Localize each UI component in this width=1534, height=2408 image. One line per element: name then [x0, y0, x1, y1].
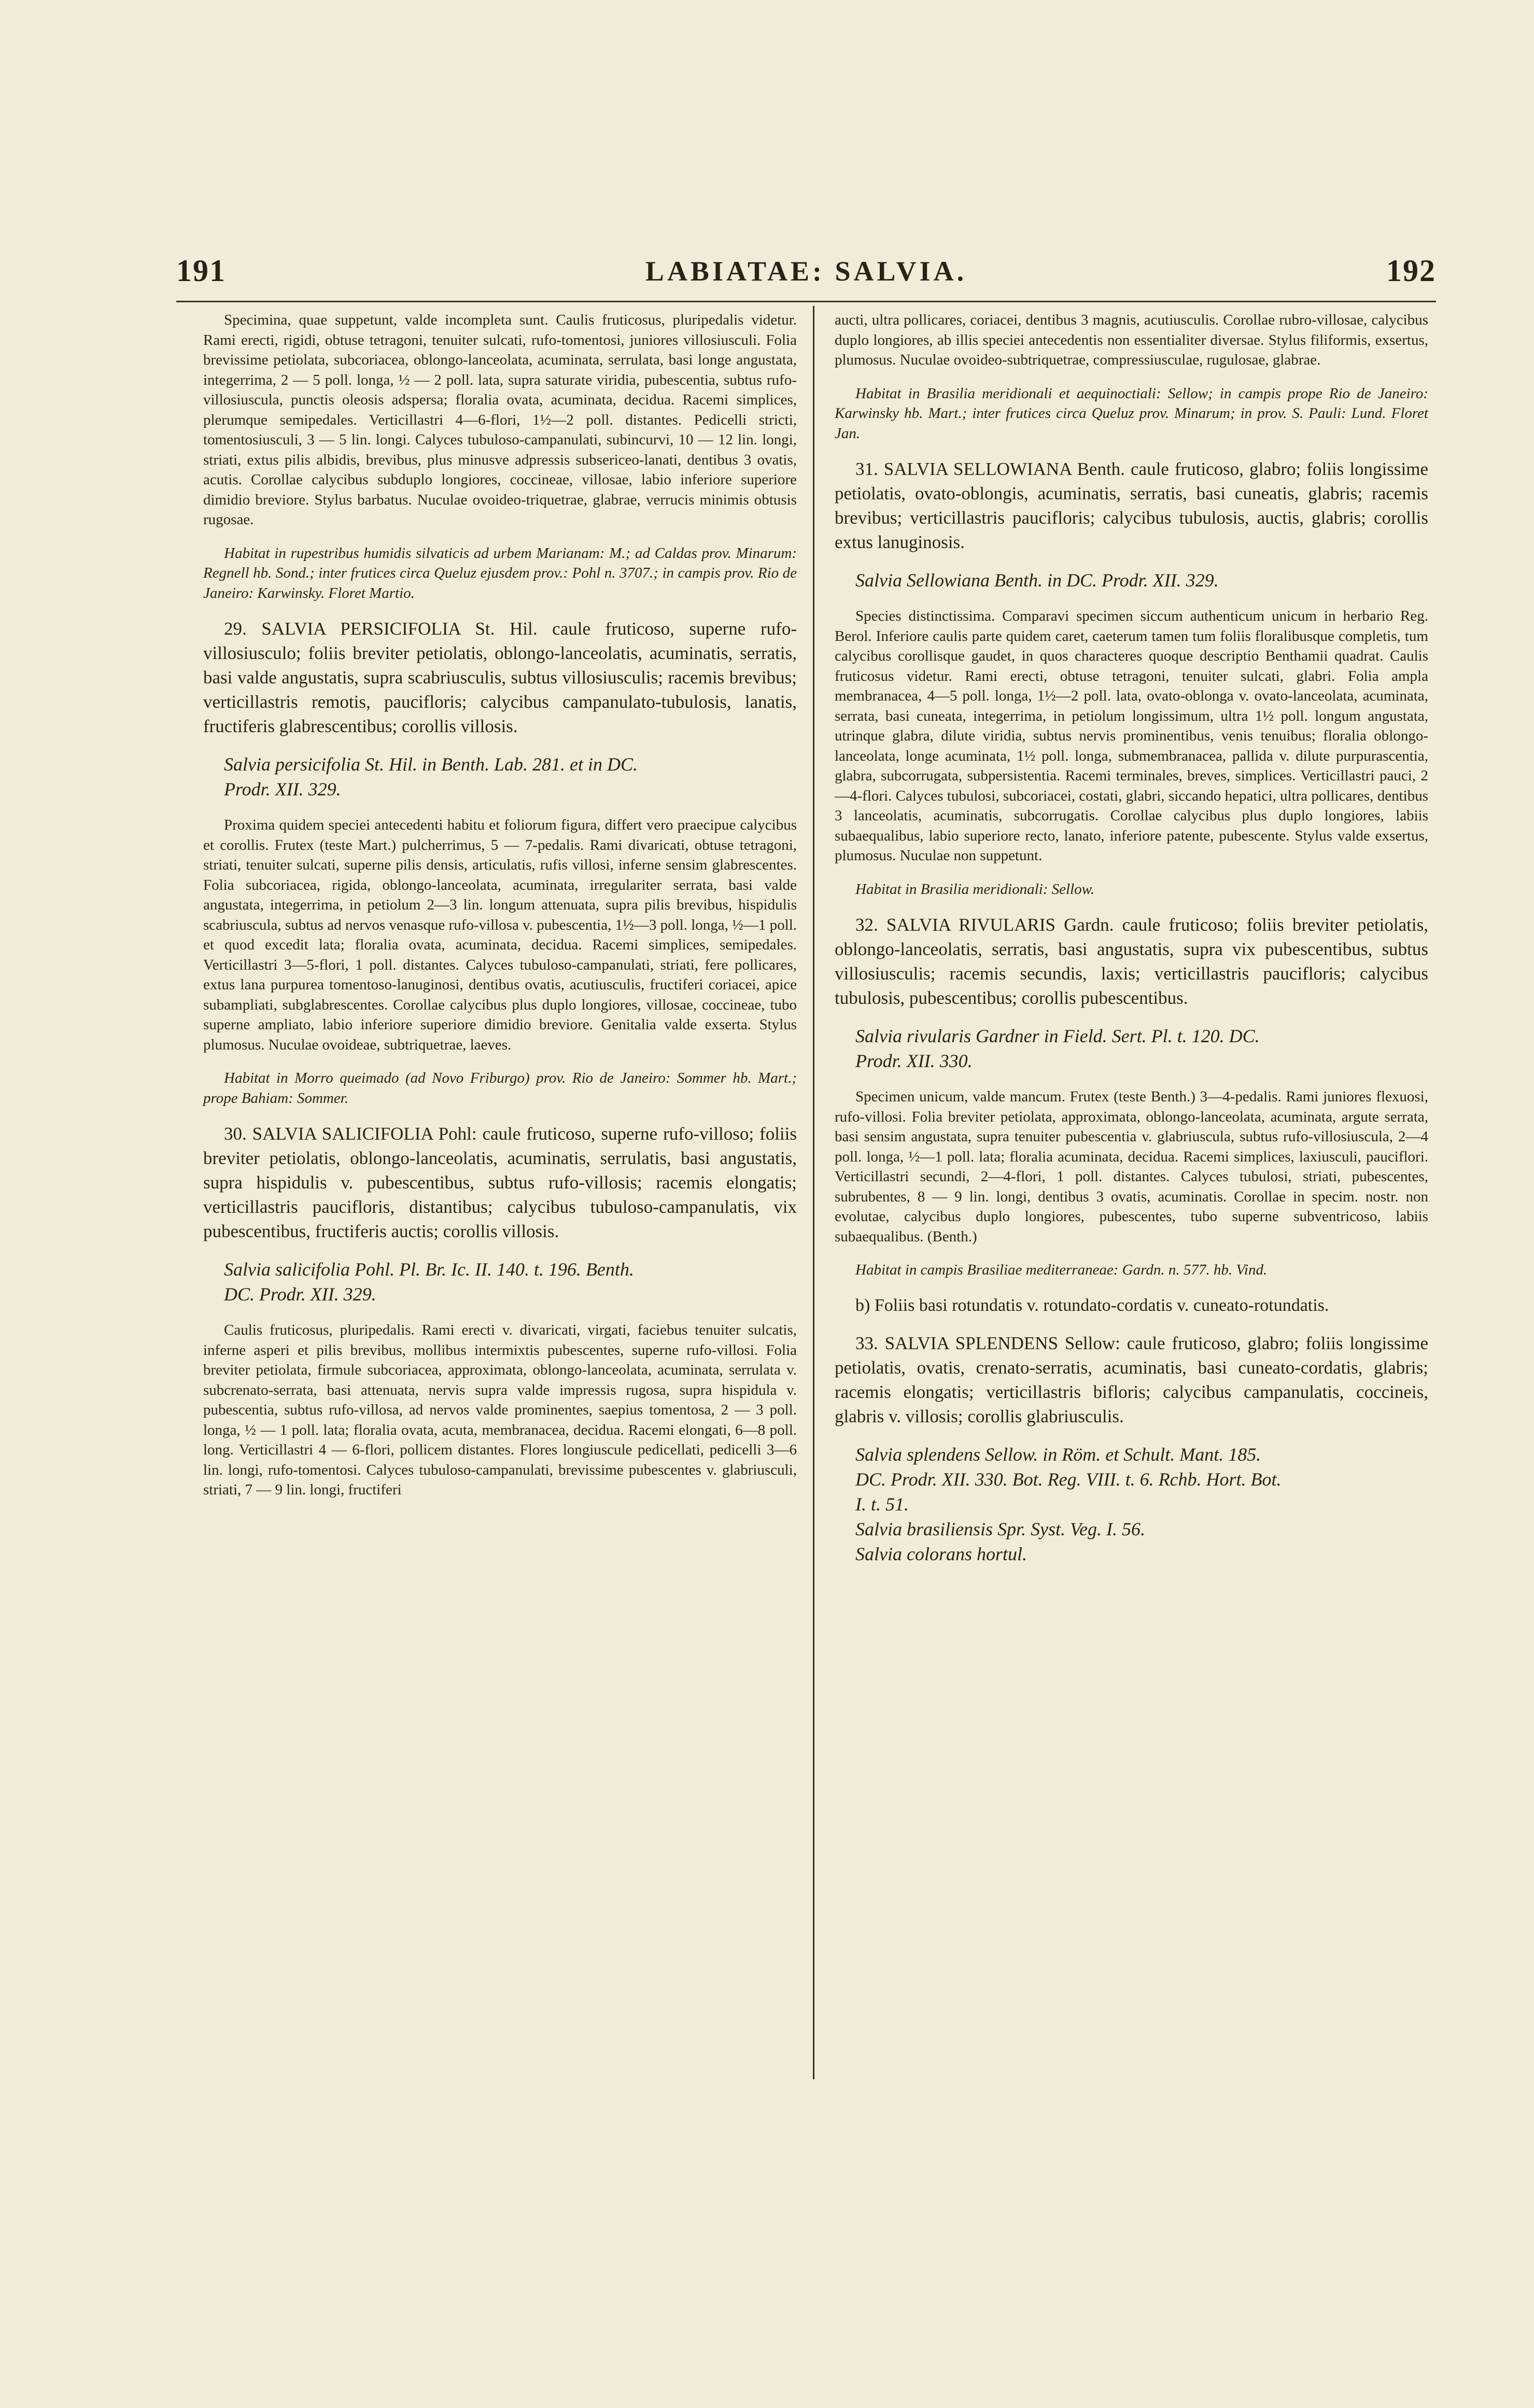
citation-line: Salvia rivularis Gardner in Field. Sert. Pl. t. 120. DC. [855, 1026, 1260, 1046]
page-number-left: 191 [176, 254, 226, 288]
species-30-habitat: Habitat in Brasilia meridionali et aequinoctiali: Sellow; in campis prope Rio de Janeiro: Karwinsky hb. Mart.; inter frutices circa Queluz prov. Minarum; in prov. S. Pauli: Lund. Floret Jan. [835, 385, 1428, 442]
description-paragraph: Specimina, quae suppetunt, valde incompleta sunt. Caulis fruticosus, pluripedalis videtur. Rami erecti, rigidi, obtuse tetragoni, tenuiter sulcati, rufo-tomentosi, juniores villosiusculi. Folia brevissime petiolata, subcoriacea, oblongo-lanceolata, acuminata, serrulata, basi longe angustata, integerrima, 2 — 5 poll. longa, ½ — 2 poll. lata, supra saturate viridia, pubescentia, subtus rufo-villosiuscula, punctis oleosis adspersa; floralia ovata, acuminata, decidua. Racemi simplices, plerumque semipedales. Verticillastri 4—6-flori, 1½—2 poll. distantes. Pedicelli stricti, tomentosiusculi, 3 — 5 lin. longi. Calyces tubuloso-campanulati, subincurvi, 10 — 12 lin. longi, striati, extus pilis albidis, brevibus, plus minusve adpressis subsericeo-lanati, dentibus 3 ovatis, acutis. Corollae calycibus subduplo longiores, coccineae, villosae, labio inferiore superiore dimidio breviore. Stylus barbatus. Nuculae ovoideo-triquetrae, glabrae, verrucis minimis obtusis rugosae. [203, 312, 797, 528]
column-divider [813, 306, 814, 2079]
species-31-description: Species distinctissima. Comparavi specimen siccum authenticum unicum in herbario Reg. Berol. Inferiore caulis parte quidem caret, caeterum tamen tum foliis floralibusque completis, tum calycibus corollisque gaudet, in quos characteres quoque descriptio Benthamii quadrat. Caulis fruticosus videtur. Rami erecti, obtuse tetragoni, tenuiter sulcati, glabri. Folia ampla membranacea, 4—5 poll. longa, 1½—2 poll. lata, ovato-oblonga v. ovato-lanceolata, acuminata, serrata, basi cuneata, integerrima, in petiolum longissimum, ultra 1½ poll. longum angustata, utrinque glabra, dilute viridia, subtus nervis prominentibus, venis tenuibus; floralia oblongo-lanceolata, longe acuminata, 1½ poll. longa, submembranacea, pallida v. dilute purpurascentia, glabra, subcorrugata, subpersistentia. Racemi terminales, breves, simplices. Verticillastri pauci, 2—4-flori. Calyces tubulosi, subcoriacei, costati, glabri, siccando hepatici, ultra pollicares, dentibus 3 lanceolatis, acuminatis, subcorrugatis. Corollae calycibus plus duplo longiores, labiis subaequalibus, labio superiore recto, lanato, inferiore patente, pubescente. Stylus valde exsertus, plumosus. Nuculae non suppetunt. [835, 608, 1428, 864]
citation-line: Prodr. XII. 330. [855, 1051, 973, 1071]
header-rule [176, 301, 1436, 302]
species-31-citation: Salvia Sellowiana Benth. in DC. Prodr. XII. 329. [855, 570, 1219, 591]
species-30-citation [224, 1257, 797, 1307]
species-30-description-cont: aucti, ultra pollicares, coriacei, dentibus 3 magnis, acutiusculis. Corollae rubro-villosae, calycibus duplo longiores, ab illis speciei antecedentis non essentialiter diversae. Stylus filiformis, exsertus, plumosus. Nuculae ovoideo-subtriquetrae, compressiusculae, rugulosae, glabrae. [835, 312, 1428, 368]
species-30-diagnosis: 30. SALVIA SALICIFOLIA Pohl: caule fruticoso, superne rufo-villoso; foliis breviter petiolatis, oblongo-lanceolatis, acuminatis, serrulatis, basi angustatis, supra hispidulis v. pubescentibus, subtus rufo-villosis; racemis elongatis; verticillastris paucifloris, distantibus; calycibus tubuloso-campanulatis, vix pubescentibus, fructiferis auctis; corollis villosis. [203, 1124, 797, 1241]
citation-line: DC. Prodr. XII. 330. Bot. Reg. VIII. t. 6. Rchb. Hort. Bot. [855, 1468, 1282, 1490]
species-33-citation [855, 1442, 1428, 1566]
citation-line: I. t. 51. [855, 1493, 909, 1515]
species-29-citation [224, 752, 797, 802]
page-title: LABIATAE: SALVIA. [645, 256, 967, 287]
synonym-line: Salvia brasiliensis Spr. Syst. Veg. I. 56. [855, 1518, 1145, 1539]
species-33-diagnosis: 33. SALVIA SPLENDENS Sellow: caule fruticoso, glabro; foliis longissime petiolatis, ovatis, crenato-serratis, acuminatis, basi cuneato-cordatis, glabris; racemis elongatis; verticillastris bifloris; calycibus campanulatis, coccineis, glabris v. villosis; corollis glabriusculis. [835, 1333, 1428, 1426]
citation-line: Salvia splendens Sellow. in Röm. et Schult. Mant. 185. [855, 1444, 1261, 1465]
species-29-habitat: Habitat in Morro queimado (ad Novo Friburgo) prov. Rio de Janeiro: Sommer hb. Mart.; prope Bahiam: Sommer. [203, 1070, 797, 1107]
species-32-description: Specimen unicum, valde mancum. Frutex (teste Benth.) 3—4-pedalis. Rami juniores flexuosi, rufo-villosi. Folia breviter petiolata, approximata, oblongo-lanceolata, acuminata, argute serrata, basi sensim angustata, supra tenuiter pubescentia v. glabriuscula, subtus rufo-villosiuscula, 2—4 poll. longa, ½—1 poll. lata; floralia acuminata, decidua. Racemi simplices, laxiusculi, pauciflori. Verticillastri secundi, 2—4-flori, 1 poll. distantes. Calyces tubulosi, striati, pubescentes, subrubentes, 8 — 9 lin. longi, dentibus 3 ovatis, acuminatis. Corollae in specim. nostr. non evolutae, calycibus duplo longiores, pubescentes, tubo superne subventricoso, labiis subaequalibus. (Benth.) [835, 1088, 1428, 1245]
page-number-right: 192 [1386, 254, 1436, 288]
species-29-description: Proxima quidem speciei antecedenti habitu et foliorum figura, differt vero praecipue calycibus et corollis. Frutex (teste Mart.) pulcherrimus, 5 — 7-pedalis. Rami divaricati, obtuse tetragoni, striati, tenuiter sulcati, superne pilis densis, articulatis, rufis villosi, inferne sensim glabrescentes. Folia subcoriacea, rigida, oblongo-lanceolata, acuminata, irregulariter serrata, basi valde angustata, integerrima, in petiolum 2—3 lin. longum attenuata, supra pilis brevibus, hispidulis scabriuscula, subtus ad nervos venasque rufo-villosa v. pubescentia, 1½—3 poll. longa, ½—1 poll. et quod excedit lata; floralia ovata, acuminata, decidua. Racemi simplices, semipedales. Verticillastri 3—5-flori, 1 poll. distantes. Calyces tubuloso-campanulati, striati, fere pollicares, extus lana purpurea tomentoso-lanuginosi, dentibus ovatis, acutiusculis, fructiferi coriacei, apice subampliati, subglabrescentes. Corollae calycibus plus duplo longiores, villosae, coccineae, tubo superne ampliato, labio inferiore superiore dimidio breviore. Genitalia valde exserta. Stylus plumosus. Nuculae ovoideae, subtriquetrae, laeves. [203, 817, 797, 1053]
citation-line: Prodr. XII. 329. [224, 779, 341, 800]
right-column [835, 310, 1428, 1580]
species-32-diagnosis: 32. SALVIA RIVULARIS Gardn. caule fruticoso; foliis breviter petiolatis, oblongo-lanceolatis, serratis, basi angustatis, supra vix pubescentibus, subtus villosiusculis; racemis secundis, laxis; verticillastris paucifloris; calycibus tubulosis, pubescentibus; corollis pubescentibus. [835, 915, 1428, 1008]
running-header [176, 253, 1436, 295]
left-column [203, 310, 797, 1514]
habitat-paragraph: Habitat in rupestribus humidis silvaticis ad urbem Marianam: M.; ad Caldas prov. Minarum: Regnell hb. Sond.; inter frutices circa Queluz ejusdem prov.: Pohl n. 3707.; in campis prov. Rio de Janeiro: Karwinsky. Floret Martio. [203, 544, 797, 601]
species-31-habitat: Habitat in Brasilia meridionali: Sellow. [855, 880, 1095, 898]
species-31-diagnosis: 31. SALVIA SELLOWIANA Benth. caule fruticoso, glabro; foliis longissime petiolatis, ovato-oblongis, acuminatis, serratis, basi cuneatis, glabris; racemis brevibus; verticillastris paucifloris; calycibus tubulosis, auctis, glabris; corollis extus lanuginosis. [835, 459, 1428, 552]
species-32-habitat: Habitat in campis Brasiliae mediterraneae: Gardn. n. 577. hb. Vind. [855, 1262, 1268, 1278]
citation-line: Salvia persicifolia St. Hil. in Benth. Lab. 281. et in DC. [224, 754, 638, 775]
species-29-diagnosis: 29. SALVIA PERSICIFOLIA St. Hil. caule fruticoso, superne rufo-villosiusculo; foliis breviter petiolatis, oblongo-lanceolatis, acuminatis, serratis, basi valde angustatis, supra scabriusculis, subtus villosiusculis; racemis brevibus; verticillastris remotis, paucifloris; calycibus campanulato-tubulosis, lanatis, fructiferis glabrescentibus; corollis villosis. [203, 619, 797, 736]
citation-line: DC. Prodr. XII. 329. [224, 1284, 376, 1305]
species-30-description: Caulis fruticosus, pluripedalis. Rami erecti v. divaricati, virgati, faciebus tenuiter sulcatis, inferne asperi et pilis brevibus, mollibus intermixtis pubescentes, superne rufo-villosi. Folia breviter petiolata, firmule subcoriacea, approximata, oblongo-lanceolata, acuminata, serrulata v. subcrenato-serrata, basi attenuata, nervis supra valde impressis rugosa, supra hispidula v. pubescentia, subtus rufo-villosa, ad nervos valde prominentes, saepius tomentosa, 2 — 3 poll. longa, ½ — 1 poll. lata; floralia ovata, acuta, membranacea, decidua. Racemi elongati, 6—8 poll. long. Verticillastri 4 — 6-flori, pollicem distantes. Flores longiuscule pedicellati, pedicelli 3—6 lin. longi, rufo-tomentosi. Calyces tubuloso-campanulati, brevissime pubescentes v. glabriusculi, striati, 7 — 9 lin. longi, fructiferi [203, 1322, 797, 1498]
section-heading-b: b) Foliis basi rotundatis v. rotundato-cordatis v. cuneato-rotundatis. [855, 1295, 1329, 1315]
species-32-citation [855, 1024, 1428, 1073]
synonym-line: Salvia colorans hortul. [855, 1543, 1027, 1564]
citation-line: Salvia salicifolia Pohl. Pl. Br. Ic. II. 140. t. 196. Benth. [224, 1259, 634, 1280]
